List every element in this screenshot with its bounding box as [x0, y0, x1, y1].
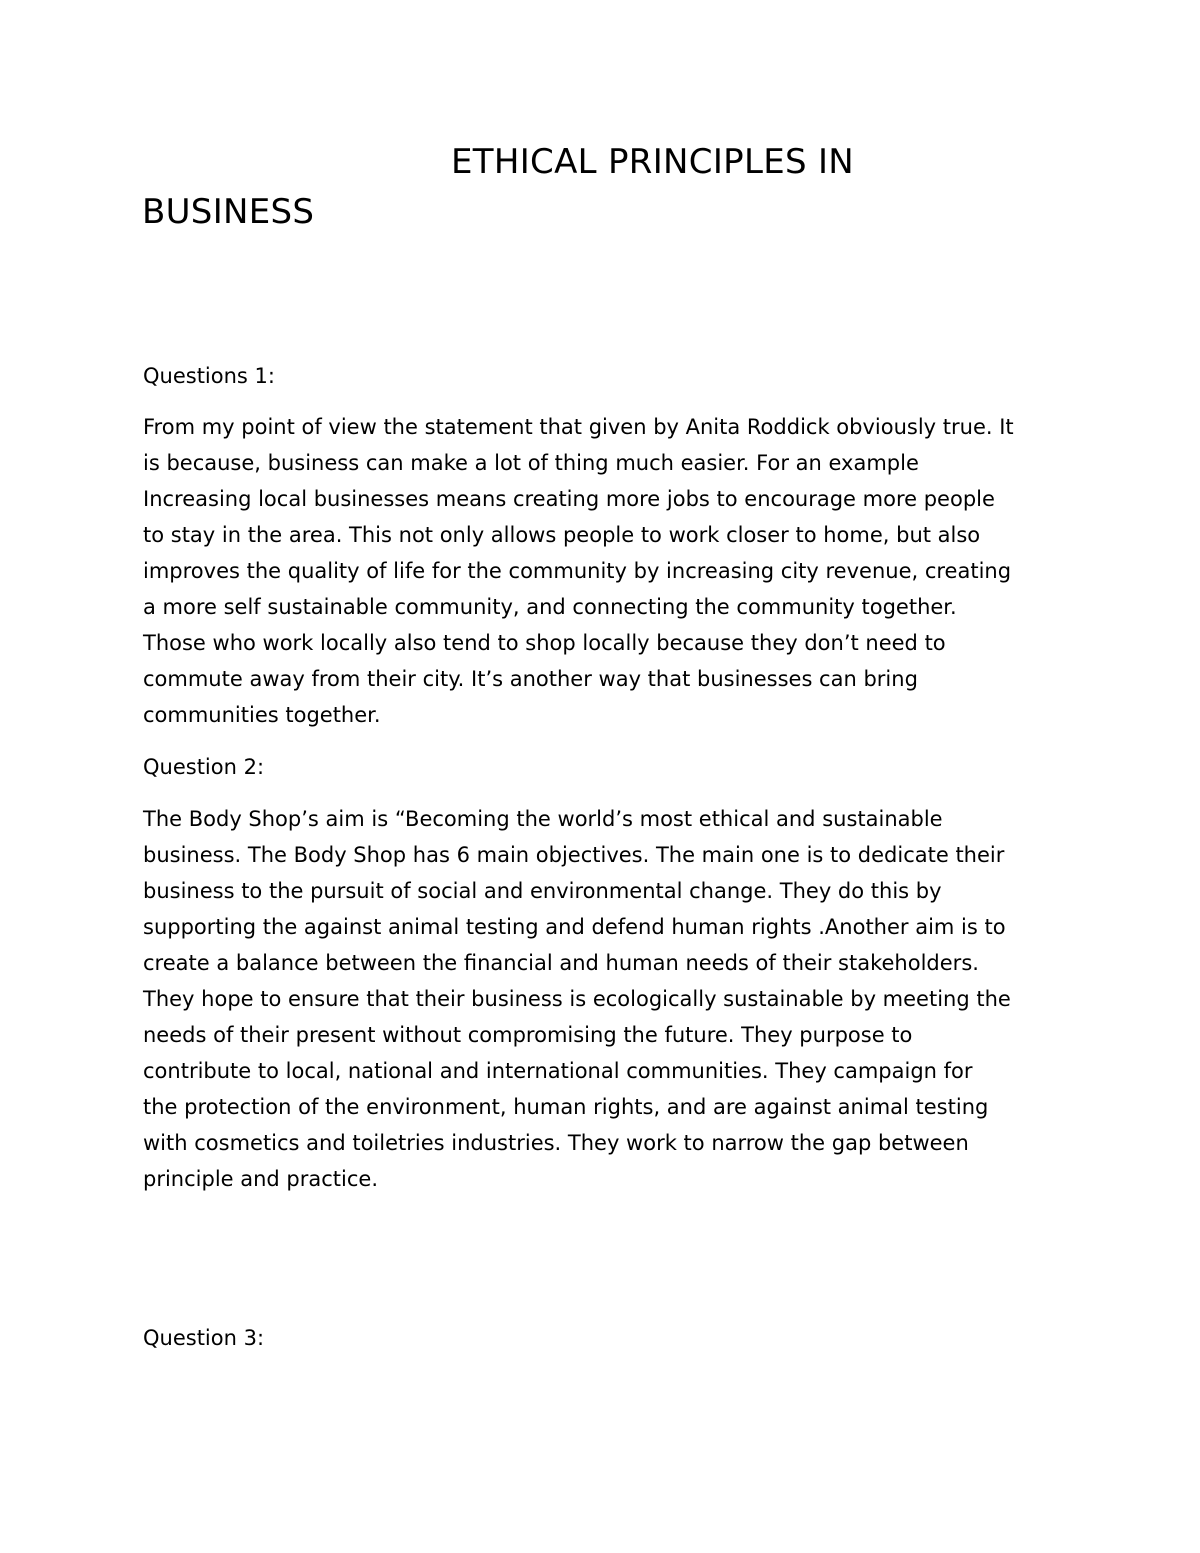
paragraph-line: a more self sustainable community, and connecting the community together.	[143, 595, 957, 619]
document-title-line-2: BUSINESS	[142, 192, 315, 232]
paragraph-line: needs of their present without compromising the future. They purpose to	[143, 1023, 913, 1047]
paragraph-line: From my point of view the statement that given by Anita Roddick obviously true. It	[143, 415, 1014, 439]
question-2-heading: Question 2:	[143, 755, 265, 779]
question-2-answer	[143, 801, 1073, 1197]
paragraph-line: business to the pursuit of social and environmental change. They do this by	[143, 879, 942, 903]
paragraph-line: Increasing local businesses means creating more jobs to encourage more people	[143, 487, 995, 511]
paragraph-line: create a balance between the financial and human needs of their stakeholders.	[143, 951, 979, 975]
paragraph-line: communities together.	[143, 703, 381, 727]
document-title-line-1: ETHICAL PRINCIPLES IN	[451, 142, 855, 182]
question-3-heading: Question 3:	[143, 1326, 265, 1350]
question-1-heading: Questions 1:	[143, 364, 275, 388]
paragraph-line: business. The Body Shop has 6 main objectives. The main one is to dedicate their	[143, 843, 1005, 867]
paragraph-line: Those who work locally also tend to shop locally because they don’t need to	[143, 631, 946, 655]
paragraph-line: with cosmetics and toiletries industries. They work to narrow the gap between	[143, 1131, 969, 1155]
question-1-answer	[143, 409, 1073, 733]
paragraph-line: improves the quality of life for the community by increasing city revenue, creating	[143, 559, 1012, 583]
paragraph-line: They hope to ensure that their business is ecologically sustainable by meeting the	[143, 987, 1011, 1011]
paragraph-line: commute away from their city. It’s another way that businesses can bring	[143, 667, 918, 691]
paragraph-line: contribute to local, national and international communities. They campaign for	[143, 1059, 973, 1083]
paragraph-line: is because, business can make a lot of thing much easier. For an example	[143, 451, 919, 475]
paragraph-line: to stay in the area. This not only allows people to work closer to home, but also	[143, 523, 981, 547]
paragraph-line: principle and practice.	[143, 1167, 379, 1191]
paragraph-line: the protection of the environment, human rights, and are against animal testing	[143, 1095, 989, 1119]
paragraph-line: The Body Shop’s aim is “Becoming the world’s most ethical and sustainable	[143, 807, 943, 831]
paragraph-line: supporting the against animal testing and defend human rights .Another aim is to	[143, 915, 1006, 939]
